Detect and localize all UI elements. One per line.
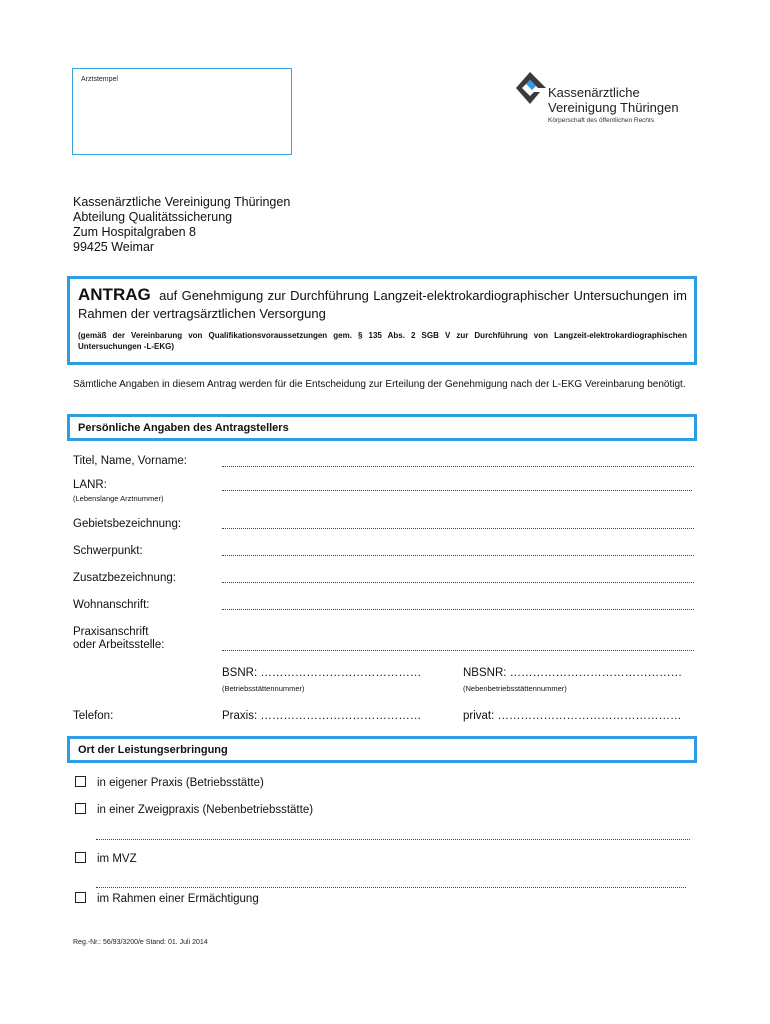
checkbox[interactable] <box>75 852 86 863</box>
option-label: im MVZ <box>97 853 137 865</box>
logo-subtitle: Körperschaft des öffentlichen Rechts <box>548 117 655 124</box>
praxis-phone-field[interactable]: Praxis: …………………………………… <box>222 710 422 722</box>
intro-text: Sämtliche Angaben in diesem Antrag werden für die Entscheidung zur Erteilung der Genehmigung nach der L-EKG Vereinbarung benötigt. <box>73 379 686 390</box>
bsnr-field[interactable]: BSNR: …………………………………… <box>222 667 422 679</box>
nbsnr-sublabel: (Nebenbetriebsstättennummer) <box>463 684 567 693</box>
address-line: Kassenärztliche Vereinigung Thüringen <box>73 195 291 209</box>
option-eigene-praxis[interactable] <box>75 776 264 789</box>
address-line: Abteilung Qualitätssicherung <box>73 210 233 224</box>
bsnr-sublabel: (Betriebsstättennummer) <box>222 684 305 693</box>
section-ort-header: Ort der Leistungserbringung <box>67 736 697 763</box>
schwerpunkt-label: Schwerpunkt: <box>73 545 143 557</box>
wohn-field[interactable] <box>222 609 694 610</box>
lanr-field[interactable] <box>222 490 692 491</box>
antrag-heading <box>78 286 687 323</box>
address-line: 99425 Weimar <box>73 240 155 254</box>
antrag-title-bold: ANTRAG <box>78 285 151 304</box>
recipient-address <box>73 195 290 255</box>
kv-logo-icon <box>512 70 548 106</box>
lanr-label: LANR: <box>73 479 107 491</box>
footer-reg-nr: Reg.-Nr.: 56/93/3200/e Stand: 01. Juli 2014 <box>73 939 208 946</box>
option-zweigpraxis[interactable] <box>75 803 313 816</box>
nbsnr-field[interactable]: NBSNR: ……………………………………… <box>463 667 683 679</box>
praxis-label-line2: oder Arbeitsstelle: <box>73 639 165 651</box>
address-line: Zum Hospitalgraben 8 <box>73 225 196 239</box>
lanr-sublabel: (Lebenslange Arztnummer) <box>73 494 164 503</box>
option-label: in einer Zweigpraxis (Nebenbetriebsstätte) <box>97 804 314 816</box>
logo-name-line2: Vereinigung Thüringen <box>548 100 679 115</box>
antrag-subtitle: (gemäß der Vereinbarung von Qualifikationsvoraussetzungen gem. § 135 Abs. 2 SGB V zur Durchführung von Langzeit-elektrokardiographischen Untersuchungen -L-EKG) <box>78 331 687 351</box>
zweigpraxis-field[interactable] <box>96 839 690 840</box>
checkbox[interactable] <box>75 803 86 814</box>
stamp-label: Arztstempel <box>81 76 118 83</box>
checkbox[interactable] <box>75 776 86 787</box>
option-mvz[interactable] <box>75 852 137 865</box>
gebiet-field[interactable] <box>222 528 694 529</box>
option-label: in eigener Praxis (Betriebsstätte) <box>97 777 264 789</box>
praxis-label-line1: Praxisanschrift <box>73 626 149 638</box>
telefon-label: Telefon: <box>73 710 114 722</box>
mvz-field[interactable] <box>96 887 686 888</box>
name-label: Titel, Name, Vorname: <box>73 455 187 467</box>
schwerpunkt-field[interactable] <box>222 555 694 556</box>
checkbox[interactable] <box>75 892 86 903</box>
antrag-title-rest: auf Genehmigung zur Durchführung Langzeit-elektrokardiographischer Untersuchungen im Rahmen der vertragsärztlichen Versorgung <box>78 288 687 321</box>
zusatz-label: Zusatzbezeichnung: <box>73 572 176 584</box>
logo-name-line1: Kassenärztliche <box>548 85 640 100</box>
name-field[interactable] <box>222 466 694 467</box>
doctor-stamp-box[interactable] <box>72 68 292 155</box>
wohn-label: Wohnanschrift: <box>73 599 150 611</box>
option-ermaechtigung[interactable] <box>75 892 259 905</box>
option-label: im Rahmen einer Ermächtigung <box>97 893 259 905</box>
praxis-address-field[interactable] <box>222 650 694 651</box>
zusatz-field[interactable] <box>222 582 694 583</box>
logo-text <box>548 86 679 125</box>
antrag-title-box <box>67 276 697 365</box>
private-phone-field[interactable]: privat: ………………………………………… <box>463 710 682 722</box>
section-personal-header: Persönliche Angaben des Antragstellers <box>67 414 697 441</box>
gebiet-label: Gebietsbezeichnung: <box>73 518 182 530</box>
